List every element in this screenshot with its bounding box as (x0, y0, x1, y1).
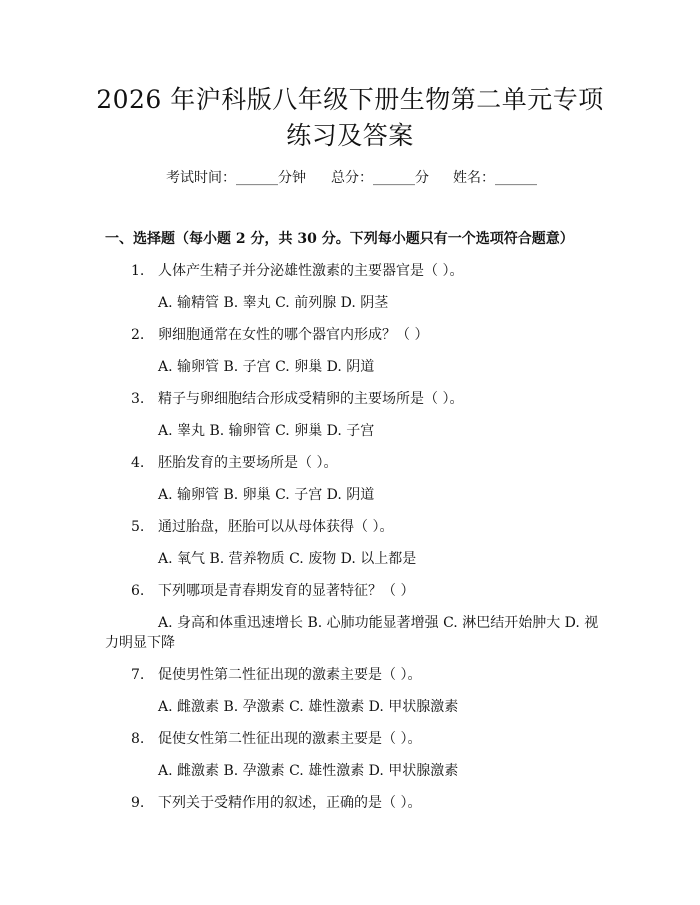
question-options: A. 雌激素 B. 孕激素 C. 雄性激素 D. 甲状腺激素 (158, 763, 459, 779)
question-text: 胚胎发育的主要场所是（ ）。 (158, 455, 338, 471)
question-text: 通过胎盘，胚胎可以从母体获得（ ）。 (158, 519, 394, 535)
question-number: 9. (131, 795, 145, 811)
exam-time-label: 考试时间：______分钟 (166, 170, 306, 186)
question-text: 促使男性第二性征出现的激素主要是（ ）。 (158, 667, 422, 683)
question-number: 7. (131, 667, 145, 683)
question-options: A. 输精管 B. 睾丸 C. 前列腺 D. 阴茎 (158, 295, 389, 311)
question-text: 促使女性第二性征出现的激素主要是（ ）。 (158, 731, 422, 747)
question-options: A. 输卵管 B. 子宫 C. 卵巢 D. 阴道 (158, 359, 375, 375)
question-number: 8. (131, 731, 145, 747)
question-number: 5. (131, 519, 145, 535)
question-text: 卵细胞通常在女性的哪个器官内形成？（ ） (158, 327, 429, 343)
document-title-line-2: 练习及答案 (286, 121, 414, 150)
question-options: A. 身高和体重迅速增长 B. 心肺功能显著增强 C. 淋巴结开始肿大 D. 视力明显下降 (105, 615, 599, 651)
question-options: A. 雌激素 B. 孕激素 C. 雄性激素 D. 甲状腺激素 (158, 699, 459, 715)
question-number: 3. (131, 391, 145, 407)
section-heading: 一、选择题（每小题 2 分，共 30 分。下列每小题只有一个选项符合题意） (105, 231, 574, 247)
question-options: A. 氧气 B. 营养物质 C. 废物 D. 以上都是 (158, 551, 417, 567)
question-options: A. 睾丸 B. 输卵管 C. 卵巢 D. 子宫 (158, 423, 375, 439)
document-title-line-1: 2026 年沪科版八年级下册生物第二单元专项 (96, 85, 604, 114)
student-name-label: 姓名：______ (453, 170, 537, 186)
question-text: 精子与卵细胞结合形成受精卵的主要场所是（ ）。 (158, 391, 464, 407)
question-number: 4. (131, 455, 145, 471)
question-number: 2. (131, 327, 145, 343)
question-number: 6. (131, 583, 145, 599)
question-number: 1. (131, 263, 145, 279)
total-score-label: 总分：______分 (331, 170, 429, 186)
question-options: A. 输卵管 B. 卵巢 C. 子宫 D. 阴道 (158, 487, 375, 503)
question-text: 人体产生精子并分泌雄性激素的主要器官是（ ）。 (158, 263, 464, 279)
question-text: 下列哪项是青春期发育的显著特征？（ ） (158, 583, 415, 599)
question-text: 下列关于受精作用的叙述，正确的是（ ）。 (158, 795, 422, 811)
